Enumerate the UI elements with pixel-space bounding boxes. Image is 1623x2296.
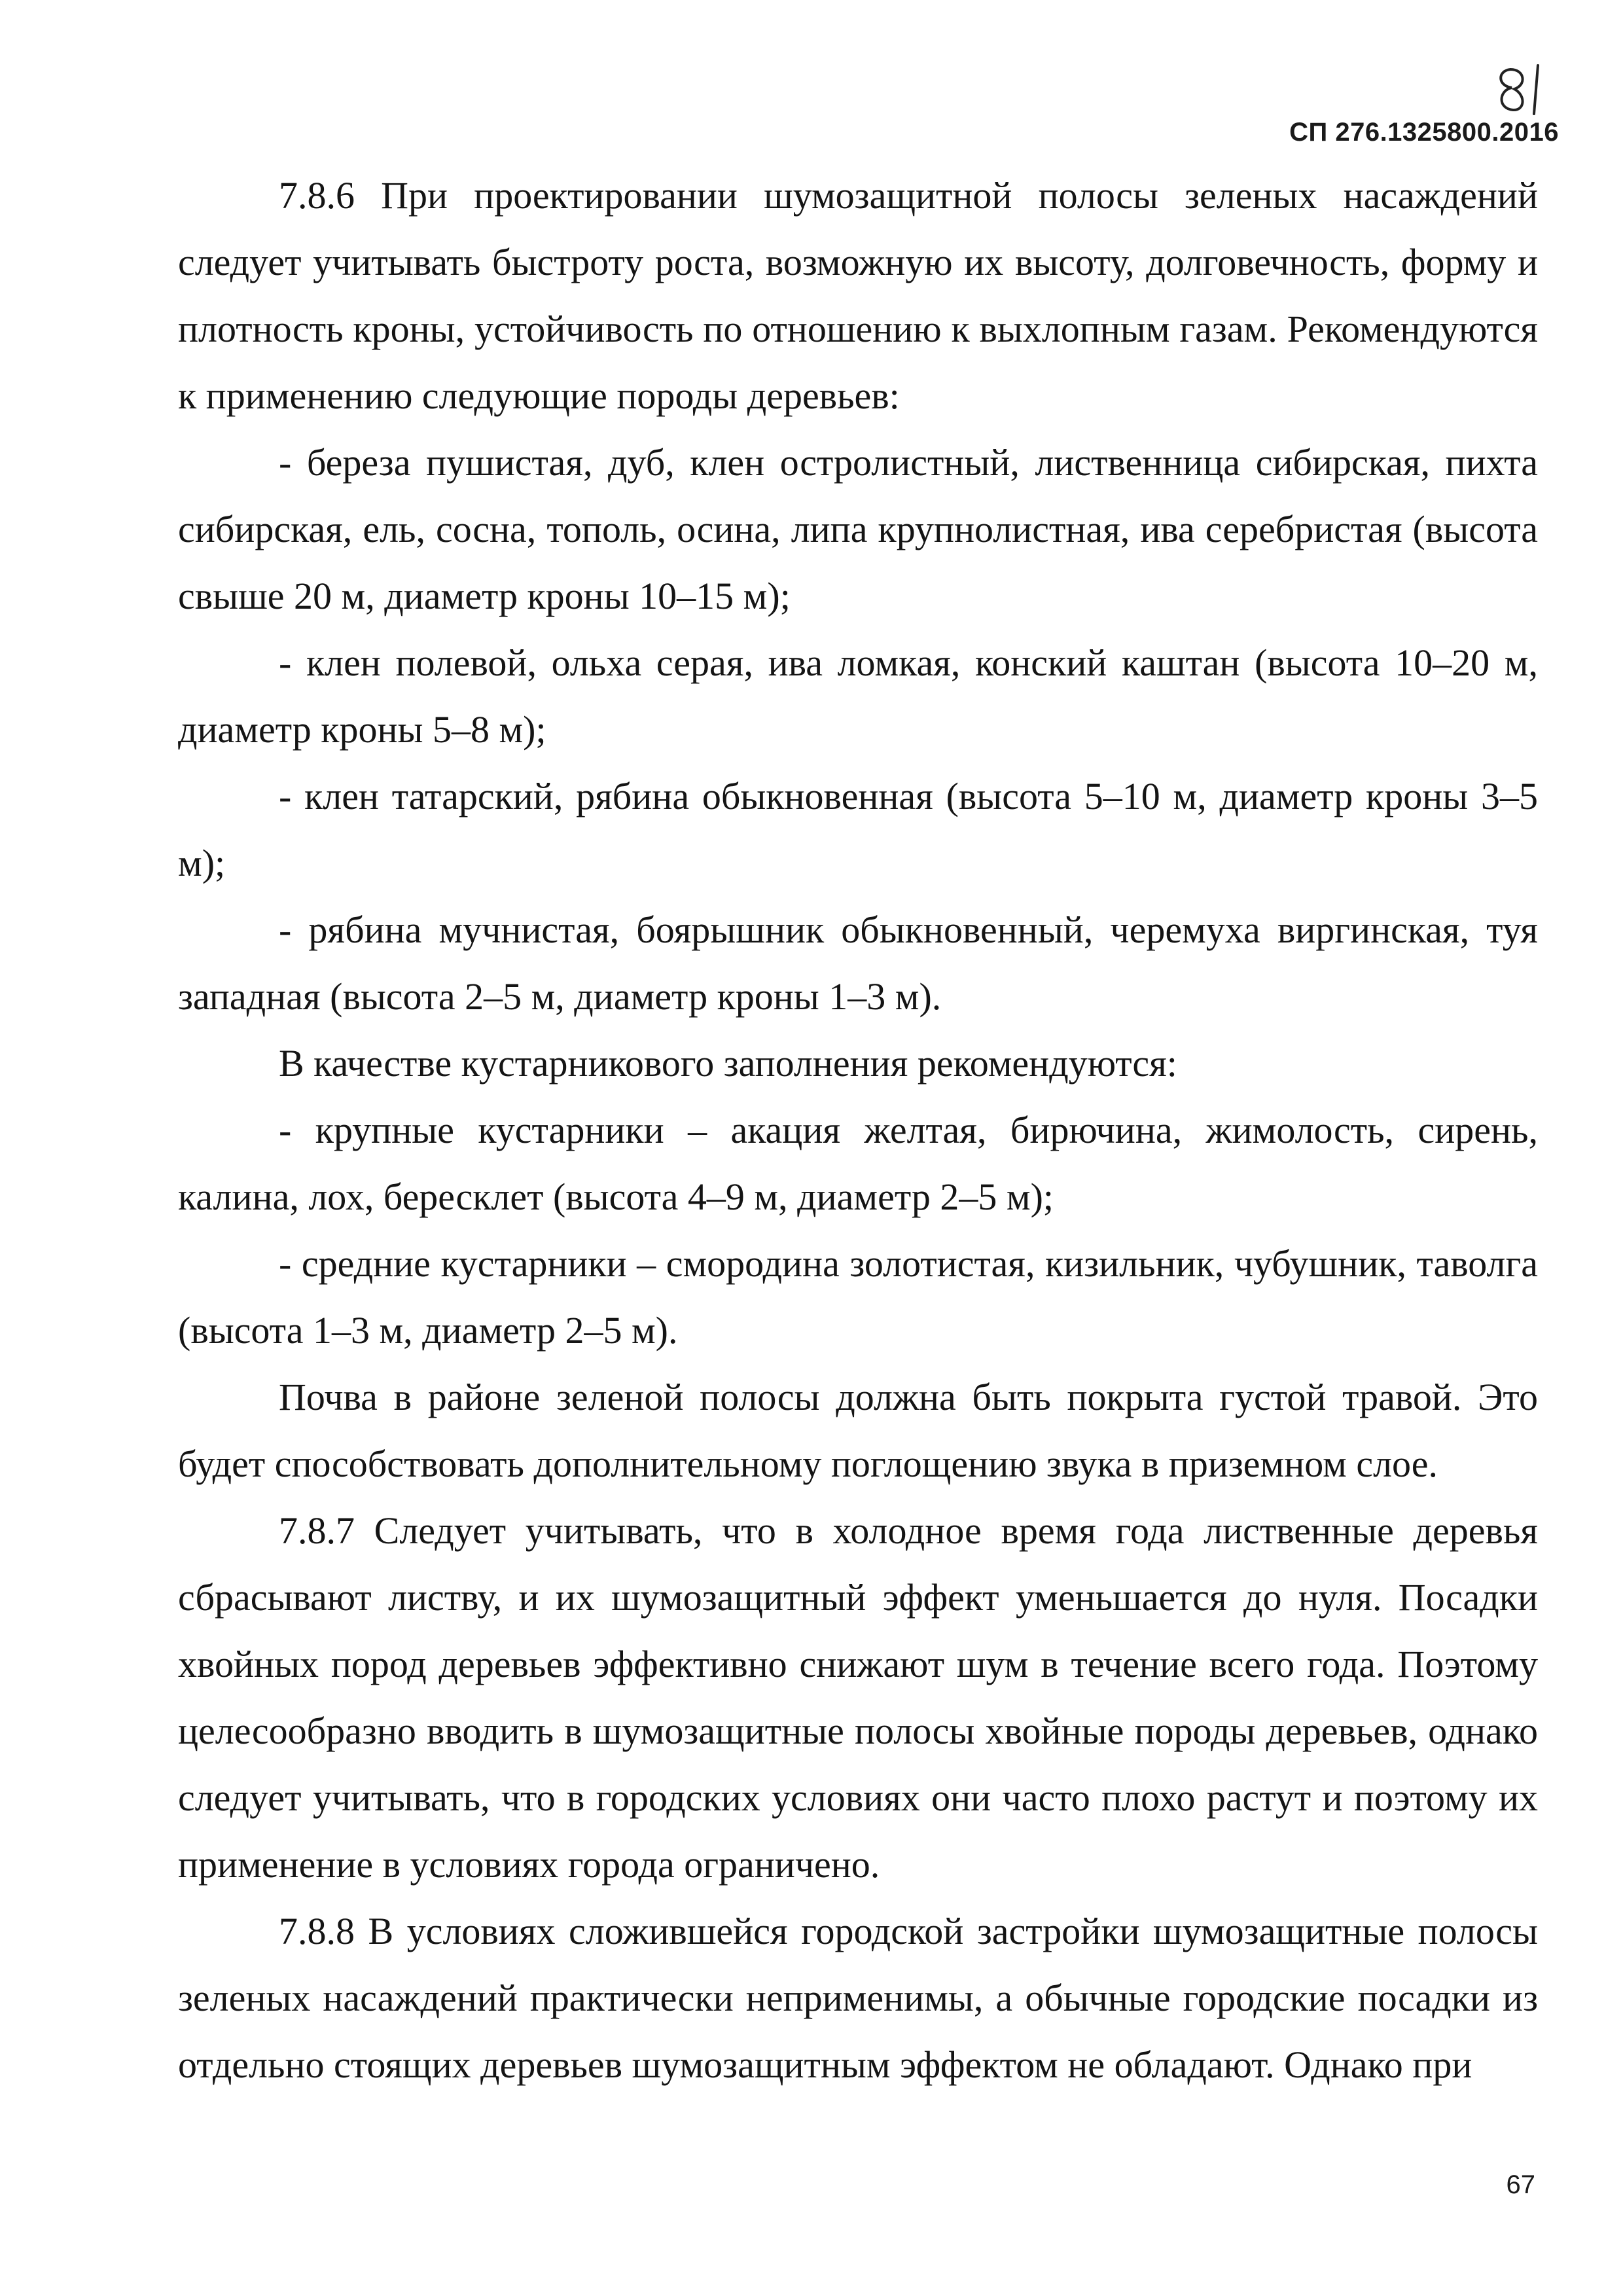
list-item-shrubs-large: - крупные кустарники – акация желтая, бирючина, жимолость, сирень, калина, лох, бересклет (высота 4–9 м, диаметр 2–5 м);	[178, 1109, 1538, 1218]
paragraph-soil: Почва в районе зеленой полосы должна быть покрыта густой травой. Это будет способствовать дополнительному поглощению звука в приземном слое.	[178, 1376, 1538, 1485]
paragraph-7-8-8: 7.8.8 В условиях сложившейся городской застройки шумозащитные полосы зеленых насаждений практически неприменимы, а обычные городские посадки из отдельно стоящих деревьев шумозащитным эффектом не обладают. Однако при	[178, 1910, 1538, 2086]
paragraph-shrubs-intro: В качестве кустарникового заполнения рекомендуются:	[279, 1042, 1177, 1085]
list-item-trees-low: - рябина мучнистая, боярышник обыкновенный, черемуха виргинская, туя западная (высота 2–5 м, диаметр кроны 1–3 м).	[178, 908, 1538, 1018]
list-item-trees-small: - клен татарский, рябина обыкновенная (высота 5–10 м, диаметр кроны 3–5 м);	[178, 775, 1538, 884]
paragraph-7-8-6: 7.8.6 При проектировании шумозащитной полосы зеленых насаждений следует учитывать быстроту роста, возможную их высоту, долговечность, форму и плотность кроны, устойчивость по отношению к выхлопным газам. Рекомендуются к применению следующие породы деревьев:	[178, 174, 1538, 417]
page-number: 67	[1506, 2170, 1535, 2199]
document-body	[178, 162, 1538, 2098]
list-item-trees-medium: - клен полевой, ольха серая, ива ломкая, конский каштан (высота 10–20 м, диаметр кроны 5–8 м);	[178, 641, 1538, 751]
paragraph-7-8-7: 7.8.7 Следует учитывать, что в холодное время года лиственные деревья сбрасывают листву, и их шумозащитный эффект уменьшается до нуля. Посадки хвойных пород деревьев эффективно снижают шум в течение всего года. Поэтому целесообразно вводить в шумозащитные полосы хвойные породы деревьев, однако следует учитывать, что в городских условиях они часто плохо растут и поэтому их применение в условиях города ограничено.	[178, 1509, 1538, 1886]
list-item-trees-tall: - береза пушистая, дуб, клен остролистный, лиственница сибирская, пихта сибирская, ель, сосна, тополь, осина, липа крупнолистная, ива серебристая (высота свыше 20 м, диаметр кроны 10–15 м);	[178, 441, 1538, 617]
list-item-shrubs-medium: - средние кустарники – смородина золотистая, кизильник, чубушник, таволга (высота 1–3 м, диаметр 2–5 м).	[178, 1242, 1538, 1352]
document-code: СП 276.1325800.2016	[1289, 118, 1559, 147]
